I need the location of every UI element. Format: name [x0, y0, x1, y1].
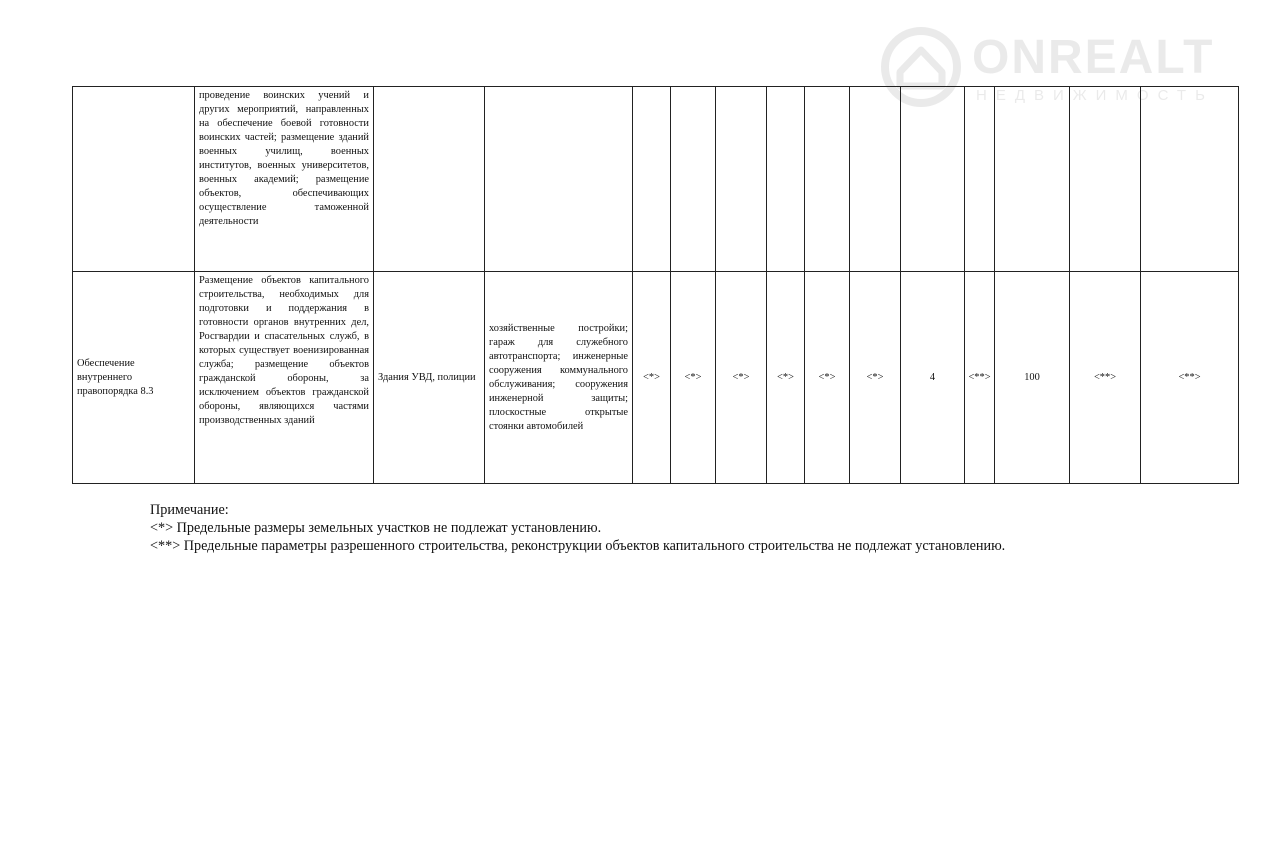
note-line: <**> Предельные параметры разрешенного строительства, реконструкции объектов капитального строительства не подлежат установлению. [150, 538, 1006, 554]
param-cell [671, 87, 716, 272]
use-name-cell: Обеспечение внутреннего правопорядка 8.3 [73, 272, 195, 484]
param-cell [716, 87, 767, 272]
param-cell: <*> [805, 272, 850, 484]
use-description-cell: Размещение объектов капитального строительства, необходимых для подготовки и поддержания в готовности органов внутренних дел, Росгвардии и спасательных служб, в которых существует военизированная служба; размещение объектов гражданской обороны, за исключением объектов гражданской обороны, являющихся частями производственных зданий [195, 272, 374, 484]
param-cell: <**> [965, 272, 995, 484]
param-cell [965, 87, 995, 272]
land-use-table [72, 86, 1239, 484]
main-uses-cell: Здания УВД, полиции [374, 272, 485, 484]
auxiliary-uses-cell: хозяйственные постройки; гараж для служебного автотранспорта; инженерные сооружения коммунального обслуживания; сооружения инженерной защиты; плоскостные открытые стоянки автомобилей [485, 272, 633, 484]
note-line: <*> Предельные размеры земельных участков не подлежат установлению. [150, 520, 602, 536]
param-cell: <*> [671, 272, 716, 484]
param-cell: <*> [767, 272, 805, 484]
param-cell [633, 87, 671, 272]
param-cell: 100 [995, 272, 1070, 484]
param-cell [767, 87, 805, 272]
param-cell: 4 [901, 272, 965, 484]
param-cell [805, 87, 850, 272]
param-cell [1070, 87, 1141, 272]
param-cell: <**> [1070, 272, 1141, 484]
notes-heading: Примечание: [150, 502, 229, 518]
param-cell [901, 87, 965, 272]
watermark-brand: ONREALT [972, 31, 1215, 84]
param-cell [1141, 87, 1239, 272]
auxiliary-uses-cell [485, 87, 633, 272]
use-name-cell [73, 87, 195, 272]
param-cell [995, 87, 1070, 272]
watermark-subtitle: НЕДВИЖИМОСТЬ [976, 87, 1214, 104]
param-cell: <*> [716, 272, 767, 484]
param-cell: <*> [633, 272, 671, 484]
param-cell [850, 87, 901, 272]
param-cell: <**> [1141, 272, 1239, 484]
table-row [73, 87, 1239, 272]
use-description-cell: проведение воинских учений и других мероприятий, направленных на обеспечение боевой готовности воинских частей; размещение зданий военных училищ, военных институтов, военных университетов, военных академий; размещение объектов, обеспечивающих осуществление таможенной деятельности [195, 87, 374, 272]
table-row [73, 272, 1239, 484]
param-cell: <*> [850, 272, 901, 484]
notes [150, 501, 1150, 555]
main-uses-cell [374, 87, 485, 272]
